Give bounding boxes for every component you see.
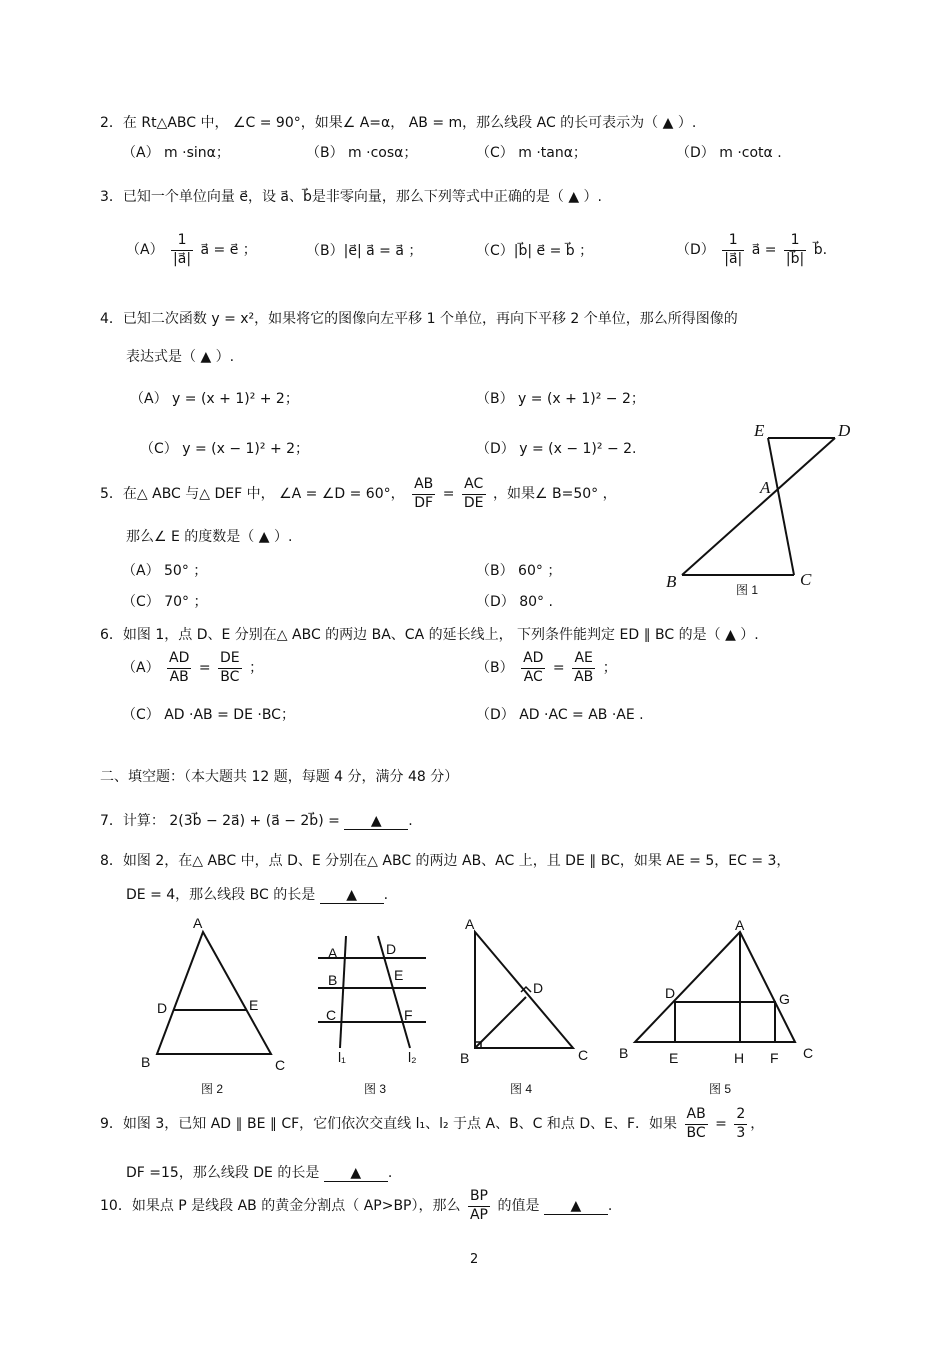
fig3-caption: 图 3 xyxy=(364,1082,387,1096)
q4-option-c: （C） y = (x − 1)² + 2； xyxy=(140,441,310,457)
fig1-segment-ce xyxy=(768,438,794,575)
fig3-label-b: B xyxy=(328,972,338,988)
fig2-label-e: E xyxy=(249,997,259,1013)
fig2-caption: 图 2 xyxy=(201,1082,224,1096)
fig1-caption: 图 1 xyxy=(736,583,759,597)
fig1-label-b: B xyxy=(666,572,677,591)
q6-option-d: （D） AD ·AC = AB ·AE . xyxy=(476,707,644,723)
q6-option-b: （B） $\frac{AD}{AC}$ = $\frac{AE}{AB}$ ； xyxy=(476,650,617,685)
fig3-label-l1: l₁ xyxy=(338,1049,346,1065)
fig1-label-c: C xyxy=(800,570,812,589)
q5-option-a: （A） 50° ； xyxy=(122,563,208,579)
q10: 10．如果点 P 是线段 AB 的黄金分割点（ AP>BP），那么 $\frac{BP}{AP}$ 的值是 ▲ . xyxy=(100,1188,613,1223)
q3-option-a: （A） $\frac{1}{|a⃗|}$ a⃗ = e⃗ ； xyxy=(126,232,257,267)
fig3-label-c: C xyxy=(326,1007,337,1023)
fig5-triangle-abc xyxy=(635,932,795,1042)
fig2-label-c: C xyxy=(275,1057,286,1073)
fig2-label-a: A xyxy=(193,915,203,931)
figure-1 xyxy=(650,415,870,600)
q2-option-c: （C） m ·tanα； xyxy=(476,145,587,161)
q2-option-a: （A） m ·sinα； xyxy=(122,145,230,161)
q5-option-c: （C） 70° ； xyxy=(122,594,208,610)
fig5-label-d: D xyxy=(665,985,676,1001)
fig1-label-a: A xyxy=(760,478,771,497)
fig4-caption: 图 4 xyxy=(510,1082,533,1096)
fig5-label-h: H xyxy=(734,1050,745,1066)
fig5-label-e: E xyxy=(669,1050,679,1066)
fig3-label-d: D xyxy=(386,941,397,957)
fig1-label-d: D xyxy=(838,421,851,440)
q6-option-c: （C） AD ·AB = DE ·BC； xyxy=(122,707,295,723)
q2-stem: 2．在 Rt△ABC 中， ∠C = 90°，如果∠ A=α， AB = m，那么线段 AC 的长可表示为（ ▲ ）. xyxy=(100,115,697,131)
fig4-label-a: A xyxy=(465,916,475,932)
fig4-segment-bd xyxy=(475,997,526,1048)
fig5-label-c: C xyxy=(803,1045,814,1061)
q6-stem: 6．如图 1，点 D、E 分别在△ ABC 的两边 BA、CA 的延长线上， 下列条件能判定 ED ∥ BC 的是（ ▲ ）. xyxy=(100,627,759,643)
q8-answer-blank: ▲ xyxy=(320,887,384,904)
q3-option-d: （D） $\frac{1}{|a⃗|}$ a⃗ = $\frac{1}{|b⃗|}$ b⃗. xyxy=(676,232,828,267)
q7: 7．计算： 2(3b⃗ − 2a⃗) + (a⃗ − 2b⃗) = ▲ . xyxy=(100,813,413,829)
q8-line2: DE = 4，那么线段 BC 的长是 ▲ . xyxy=(126,887,389,903)
q9-answer-blank: ▲ xyxy=(324,1165,388,1182)
fig1-label-e: E xyxy=(754,421,765,440)
q10-answer-blank: ▲ xyxy=(544,1198,608,1215)
fig5-label-a: A xyxy=(735,917,745,933)
fig3-label-l2: l₂ xyxy=(408,1049,417,1065)
q4-option-a: （A） y = (x + 1)² + 2； xyxy=(130,391,299,407)
figure-3 xyxy=(310,930,440,1097)
q4-stem-line2: 表达式是（ ▲ ）. xyxy=(126,349,235,365)
fig1-segment-db xyxy=(682,438,835,575)
fig4-label-b: B xyxy=(460,1050,470,1066)
q9-line1: 9．如图 3，已知 AD ∥ BE ∥ CF，它们依次交直线 l₁、l₂ 于点 A、B、C 和点 D、E、F．如果 $\frac{AB}{BC}$ = $\frac{2}{3}$ ， xyxy=(100,1106,765,1141)
fig3-label-e: E xyxy=(394,967,404,983)
section-2-heading: 二、填空题：（本大题共 12 题，每题 4 分，满分 48 分） xyxy=(100,769,459,785)
fig2-label-d: D xyxy=(157,1000,168,1016)
figure-5 xyxy=(615,912,825,1097)
q5-stem-line1: 5．在△ ABC 与△ DEF 中， ∠A = ∠D = 60°， $\frac{AB}{DF}$ = $\frac{AC}{DE}$ ，如果∠ B=50° ， xyxy=(100,476,617,511)
q4-option-d: （D） y = (x − 1)² − 2. xyxy=(476,441,637,457)
q6-option-a: （A） $\frac{AD}{AB}$ = $\frac{DE}{BC}$ ； xyxy=(122,650,264,685)
fig4-label-d: D xyxy=(533,980,544,996)
figure-2 xyxy=(135,912,295,1097)
q3-option-b: （B）|e⃗| a⃗ = a⃗ ； xyxy=(306,243,423,259)
q3-option-c: （C）|b⃗| e⃗ = b⃗ ； xyxy=(476,243,594,259)
q8-line1: 8．如图 2，在△ ABC 中，点 D、E 分别在△ ABC 的两边 AB、AC 上，且 DE ∥ BC，如果 AE = 5，EC = 3， xyxy=(100,853,791,869)
fig5-rectangle-defg xyxy=(675,1002,775,1042)
fig5-label-b: B xyxy=(619,1045,629,1061)
fig5-label-g: G xyxy=(779,991,790,1007)
page-number: 2 xyxy=(470,1252,479,1267)
figure-4 xyxy=(455,912,600,1097)
fig3-line-l1 xyxy=(340,936,346,1048)
fig5-caption: 图 5 xyxy=(709,1082,732,1096)
q7-answer-blank: ▲ xyxy=(344,813,408,830)
fig3-label-a: A xyxy=(328,945,338,961)
q5-option-d: （D） 80° . xyxy=(476,594,553,610)
q4-option-b: （B） y = (x + 1)² − 2； xyxy=(476,391,645,407)
q4-stem-line1: 4．已知二次函数 y = x²，如果将它的图像向左平移 1 个单位，再向下平移 2 个单位，那么所得图像的 xyxy=(100,311,738,327)
q3-stem: 3．已知一个单位向量 e⃗，设 a⃗、b⃗是非零向量，那么下列等式中正确的是（ ▲ ）. xyxy=(100,189,603,205)
q2-option-d: （D） m ·cotα . xyxy=(676,145,782,161)
q5-option-b: （B） 60° ； xyxy=(476,563,562,579)
fig4-label-c: C xyxy=(578,1047,589,1063)
fig3-label-f: F xyxy=(404,1007,413,1023)
q9-line2: DF =15，那么线段 DE 的长是 ▲ . xyxy=(126,1165,393,1181)
fig2-label-b: B xyxy=(141,1054,151,1070)
fig5-label-f: F xyxy=(770,1050,779,1066)
q2-option-b: （B） m ·cosα； xyxy=(306,145,418,161)
fig2-triangle-abc xyxy=(157,932,271,1054)
q5-stem-line2: 那么∠ E 的度数是（ ▲ ）. xyxy=(126,529,293,545)
